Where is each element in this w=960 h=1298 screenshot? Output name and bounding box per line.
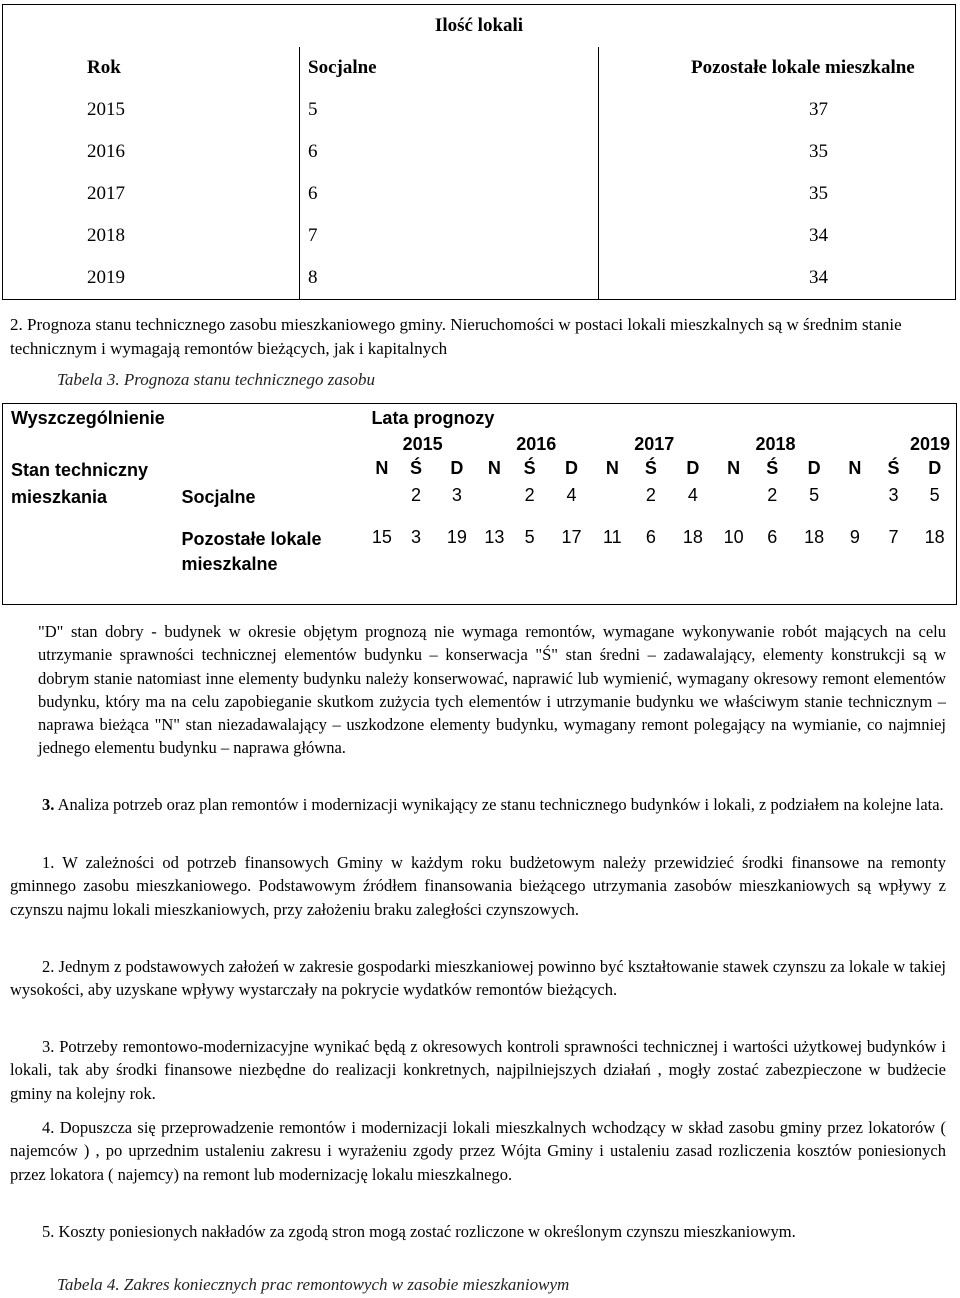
table1-cell: 6 bbox=[300, 131, 599, 173]
table2-year: 2018 bbox=[755, 433, 796, 454]
table2-cell: 18 bbox=[924, 526, 945, 547]
table2-cell: 6 bbox=[645, 526, 656, 547]
table1-cell: 6 bbox=[300, 173, 599, 215]
table1-cell: 2019 bbox=[3, 257, 300, 300]
table-row bbox=[3, 89, 956, 131]
table1-cell: 8 bbox=[300, 257, 599, 300]
table-row bbox=[3, 131, 956, 173]
table1-cell: 35 bbox=[599, 131, 956, 173]
section3-number: 3. bbox=[42, 795, 55, 814]
table1-header-other: Pozostałe lokale mieszkalne bbox=[599, 47, 956, 89]
table2-year: 2019 bbox=[909, 433, 950, 454]
table2-header-detail: Wyszczególnienie bbox=[11, 408, 165, 428]
table2-cell bbox=[366, 485, 397, 515]
table1-title: Ilość lokali bbox=[3, 5, 956, 48]
list-item: 4. Dopuszcza się przeprowadzenie remontów i modernizacji lokali mieszkalnych wchodzący w skład zasobu gminy przez lokatorów ( najemców ) , po uprzednim ustaleniu zakresu i wyrażeniu zgody przez Wójta Gminy i ustaleniu zasad rozliczenia kosztów poniesionych przez lokatora ( najemcy) na remont lub modernizację lokalu mieszkalnego. bbox=[10, 1118, 946, 1184]
state-letter: N bbox=[487, 457, 501, 478]
table2-cell: 2 bbox=[524, 484, 535, 505]
table1-cell: 2018 bbox=[3, 215, 300, 257]
table1-cell: 2015 bbox=[3, 89, 300, 131]
table2-cell: 11 bbox=[602, 526, 622, 547]
table1-cell: 7 bbox=[300, 215, 599, 257]
table2-year: 2016 bbox=[516, 433, 557, 454]
table2-other-label: Pozostałe lokale mieszkalne bbox=[181, 528, 322, 574]
table2-cell: 2 bbox=[767, 484, 778, 505]
table2-cell bbox=[715, 485, 752, 515]
table1-cell: 37 bbox=[599, 89, 956, 131]
state-letter: N bbox=[848, 457, 862, 478]
state-letter: N bbox=[375, 457, 389, 478]
table2-cell: 19 bbox=[446, 526, 467, 547]
table2-cell: 4 bbox=[687, 484, 698, 505]
table2-row-label-state: Stan techniczny bbox=[11, 459, 149, 480]
table-row bbox=[3, 215, 956, 257]
state-letter: Ś bbox=[766, 457, 779, 478]
table2-cell: 6 bbox=[767, 526, 778, 547]
table-housing-count bbox=[2, 4, 956, 300]
table2-cell: 2 bbox=[645, 484, 656, 505]
table1-header-social: Socjalne bbox=[300, 47, 599, 89]
list-item: 2. Jednym z podstawowych założeń w zakresie gospodarki mieszkaniowej powinno być kształtowanie stawek czynszu za lokale w takiej wysokości, aby uzyskane wpływy wystarczały na pokrycie wydatków remontów bieżących. bbox=[10, 957, 946, 1000]
table2-cell: 3 bbox=[451, 484, 462, 505]
list-item: 5. Koszty poniesionych nakładów za zgodą stron mogą zostać rozliczone w określonym czynszu mieszkaniowym. bbox=[42, 1222, 796, 1241]
state-letter: Ś bbox=[644, 457, 657, 478]
table1-header-year: Rok bbox=[3, 47, 300, 89]
state-letter: D bbox=[928, 457, 942, 478]
table1-cell: 34 bbox=[599, 257, 956, 300]
table-technical-forecast bbox=[2, 403, 957, 605]
table2-cell: 7 bbox=[888, 526, 899, 547]
table2-cell bbox=[479, 485, 510, 515]
table2-cell: 5 bbox=[809, 484, 820, 505]
table2-year: 2015 bbox=[402, 433, 443, 454]
table2-header-years: Lata prognozy bbox=[371, 408, 495, 428]
state-letter: D bbox=[807, 457, 821, 478]
table1-cell: 5 bbox=[300, 89, 599, 131]
table2-cell: 17 bbox=[561, 526, 582, 547]
table2-cell: 5 bbox=[929, 484, 940, 505]
table2-cell: 2 bbox=[411, 484, 422, 505]
state-letter: Ś bbox=[887, 457, 900, 478]
state-letter: D bbox=[450, 457, 464, 478]
forecast-paragraph: 2. Prognoza stanu technicznego zasobu mieszkaniowego gminy. Nieruchomości w postaci lokali mieszkalnych są w średnim stanie technicznym i wymagają remontów bieżących, jak i kapitalnych bbox=[10, 315, 902, 358]
state-letter: D bbox=[565, 457, 579, 478]
table3-caption: Tabela 3. Prognoza stanu technicznego zasobu bbox=[57, 370, 375, 389]
table1-cell: 34 bbox=[599, 215, 956, 257]
table2-year: 2017 bbox=[634, 433, 675, 454]
table2-cell: 10 bbox=[723, 526, 744, 547]
list-item: 1. W zależności od potrzeb finansowych Gminy w każdym roku budżetowym należy przewidzieć środki finansowe na remonty gminnego zasobu mieszkaniowego. Podstawowym źródłem finansowania bieżącego utrzymania zasobów mieszkaniowych są wpływy z czynszu najmu lokali mieszkaniowych, przy założeniu braku zaległości czynszowych. bbox=[10, 853, 946, 919]
table2-social-label: Socjalne bbox=[181, 486, 256, 507]
table2-cell bbox=[836, 485, 873, 515]
table1-cell: 35 bbox=[599, 173, 956, 215]
table1-cell: 2016 bbox=[3, 131, 300, 173]
table2-cell: 3 bbox=[411, 526, 422, 547]
legend-paragraph: "D" stan dobry - budynek w okresie objętym prognozą nie wymaga remontów, wymagane wykonywanie robót mających na celu utrzymanie sprawności technicznej elementów budynku – konserwacja "Ś" stan średni – zadawalający, elementy konstrukcji są w dobrym stanie natomiast inne elementy budynku należy konserwować, naprawić lub wymienić, wymagany okresowy remont elementów budynku, który ma na celu zapobieganie skutkom zużycia tych elementów i utrzymanie budynku we właściwym stanie technicznym – naprawa bieżąca "N" stan niezadawalający – uszkodzone elementy budynku, wymagany remont polegający na wymianie, co najmniej jednego elementu budynku – naprawa główna. bbox=[38, 622, 946, 758]
table4-caption: Tabela 4. Zakres koniecznych prac remontowych w zasobie mieszkaniowym bbox=[57, 1275, 570, 1294]
table1-cell: 2017 bbox=[3, 173, 300, 215]
state-letter: N bbox=[605, 457, 619, 478]
section3-text: Analiza potrzeb oraz plan remontów i modernizacji wynikający ze stanu technicznego budynków i lokali, z podziałem na kolejne lata. bbox=[57, 795, 944, 814]
table-row bbox=[3, 257, 956, 300]
table2-cell: 15 bbox=[371, 526, 392, 547]
table2-cell: 18 bbox=[682, 526, 703, 547]
table2-row-label-dwelling: mieszkania bbox=[11, 486, 108, 507]
table2-cell bbox=[594, 485, 631, 515]
section3-heading bbox=[10, 793, 946, 816]
table2-cell: 5 bbox=[524, 526, 535, 547]
list-item: 3. Potrzeby remontowo-modernizacyjne wynikać będą z okresowych kontroli sprawności technicznej i wartości użytkowej budynków i lokali, tak aby środki finansowe niezbędne do realizacji konkretnych, najpilniejszych działań , mogły zostać zabezpieczone w budżecie gminy na kolejny rok. bbox=[10, 1037, 946, 1103]
table-row bbox=[3, 173, 956, 215]
table2-cell: 13 bbox=[484, 526, 505, 547]
table2-cell: 4 bbox=[566, 484, 577, 505]
state-letter: Ś bbox=[410, 457, 423, 478]
table2-cell: 18 bbox=[804, 526, 825, 547]
table2-cell: 9 bbox=[849, 526, 860, 547]
state-letter: N bbox=[727, 457, 741, 478]
table2-cell: 3 bbox=[888, 484, 899, 505]
state-letter: Ś bbox=[523, 457, 536, 478]
state-letter: D bbox=[686, 457, 700, 478]
